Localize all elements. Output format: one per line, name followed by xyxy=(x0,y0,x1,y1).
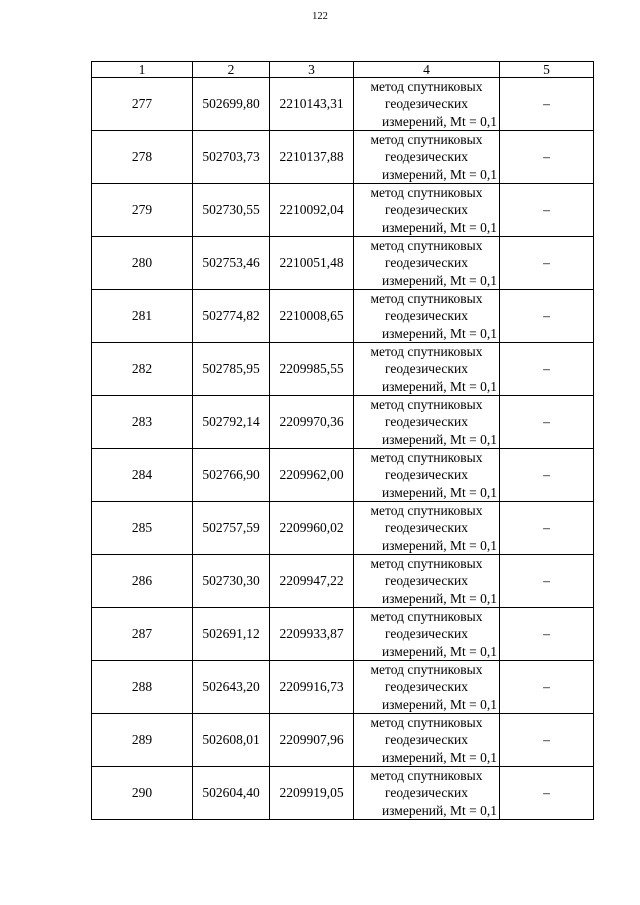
x-coordinate-cell: 502730,55 xyxy=(193,184,270,237)
y-coordinate-cell: 2209919,05 xyxy=(270,767,354,820)
method-cell xyxy=(354,343,500,396)
method-line: метод спутниковых xyxy=(370,450,483,466)
method-line: геодезических xyxy=(385,414,468,430)
x-coordinate-cell: 502643,20 xyxy=(193,661,270,714)
method-line: метод спутниковых xyxy=(370,344,483,360)
x-coordinate-cell: 502757,59 xyxy=(193,502,270,555)
y-coordinate-cell: 2210092,04 xyxy=(270,184,354,237)
header-col-1: 1 xyxy=(92,62,193,78)
method-line: измерений, Mt = 0,1 xyxy=(381,219,497,235)
method-line: измерений, Mt = 0,1 xyxy=(381,802,497,818)
method-cell xyxy=(354,767,500,820)
method-line: метод спутниковых xyxy=(370,556,483,572)
point-number-cell: 279 xyxy=(92,184,193,237)
column-5-cell: – xyxy=(500,78,594,131)
method-line: геодезических xyxy=(385,308,468,324)
method-line: измерений, Mt = 0,1 xyxy=(381,113,497,129)
column-5-cell: – xyxy=(500,767,594,820)
column-5-cell: – xyxy=(500,661,594,714)
method-cell xyxy=(354,714,500,767)
method-line: измерений, Mt = 0,1 xyxy=(381,537,497,553)
column-5-cell: – xyxy=(500,290,594,343)
table-row xyxy=(92,131,594,184)
x-coordinate-cell: 502774,82 xyxy=(193,290,270,343)
method-cell xyxy=(354,661,500,714)
x-coordinate-cell: 502604,40 xyxy=(193,767,270,820)
x-coordinate-cell: 502730,30 xyxy=(193,555,270,608)
method-line: измерений, Mt = 0,1 xyxy=(381,696,497,712)
method-line: геодезических xyxy=(385,202,468,218)
method-line: метод спутниковых xyxy=(370,768,483,784)
method-line: геодезических xyxy=(385,626,468,642)
y-coordinate-cell: 2209947,22 xyxy=(270,555,354,608)
y-coordinate-cell: 2209970,36 xyxy=(270,396,354,449)
method-line: измерений, Mt = 0,1 xyxy=(381,484,497,500)
method-cell xyxy=(354,396,500,449)
method-line: измерений, Mt = 0,1 xyxy=(381,325,497,341)
point-number-cell: 278 xyxy=(92,131,193,184)
y-coordinate-cell: 2210137,88 xyxy=(270,131,354,184)
point-number-cell: 277 xyxy=(92,78,193,131)
method-cell xyxy=(354,131,500,184)
point-number-cell: 282 xyxy=(92,343,193,396)
point-number-cell: 286 xyxy=(92,555,193,608)
method-line: геодезических xyxy=(385,361,468,377)
point-number-cell: 281 xyxy=(92,290,193,343)
method-line: геодезических xyxy=(385,149,468,165)
x-coordinate-cell: 502699,80 xyxy=(193,78,270,131)
method-line: геодезических xyxy=(385,96,468,112)
method-line: метод спутниковых xyxy=(370,132,483,148)
method-cell xyxy=(354,449,500,502)
method-line: измерений, Mt = 0,1 xyxy=(381,590,497,606)
table-row xyxy=(92,449,594,502)
method-line: метод спутниковых xyxy=(370,79,483,95)
point-number-cell: 283 xyxy=(92,396,193,449)
method-cell xyxy=(354,237,500,290)
y-coordinate-cell: 2210008,65 xyxy=(270,290,354,343)
header-col-5: 5 xyxy=(500,62,594,78)
point-number-cell: 284 xyxy=(92,449,193,502)
method-line: измерений, Mt = 0,1 xyxy=(381,166,497,182)
method-line: метод спутниковых xyxy=(370,715,483,731)
method-line: измерений, Mt = 0,1 xyxy=(381,431,497,447)
table-row xyxy=(92,343,594,396)
method-line: измерений, Mt = 0,1 xyxy=(381,749,497,765)
x-coordinate-cell: 502785,95 xyxy=(193,343,270,396)
y-coordinate-cell: 2209907,96 xyxy=(270,714,354,767)
column-5-cell: – xyxy=(500,131,594,184)
x-coordinate-cell: 502703,73 xyxy=(193,131,270,184)
method-line: геодезических xyxy=(385,467,468,483)
table-row xyxy=(92,396,594,449)
table-row xyxy=(92,767,594,820)
column-5-cell: – xyxy=(500,343,594,396)
column-5-cell: – xyxy=(500,237,594,290)
method-cell xyxy=(354,555,500,608)
table-body xyxy=(92,78,594,820)
table-row xyxy=(92,78,594,131)
table-row xyxy=(92,502,594,555)
column-5-cell: – xyxy=(500,714,594,767)
method-line: метод спутниковых xyxy=(370,291,483,307)
method-line: метод спутниковых xyxy=(370,185,483,201)
method-line: геодезических xyxy=(385,573,468,589)
method-line: метод спутниковых xyxy=(370,238,483,254)
table-row xyxy=(92,290,594,343)
y-coordinate-cell: 2209933,87 xyxy=(270,608,354,661)
method-line: метод спутниковых xyxy=(370,662,483,678)
table-row xyxy=(92,661,594,714)
header-col-4: 4 xyxy=(354,62,500,78)
method-line: измерений, Mt = 0,1 xyxy=(381,378,497,394)
method-cell xyxy=(354,608,500,661)
y-coordinate-cell: 2209985,55 xyxy=(270,343,354,396)
method-line: геодезических xyxy=(385,785,468,801)
method-cell xyxy=(354,290,500,343)
column-5-cell: – xyxy=(500,184,594,237)
x-coordinate-cell: 502753,46 xyxy=(193,237,270,290)
point-number-cell: 280 xyxy=(92,237,193,290)
point-number-cell: 288 xyxy=(92,661,193,714)
table-row xyxy=(92,184,594,237)
table-row xyxy=(92,608,594,661)
column-5-cell: – xyxy=(500,608,594,661)
table-row xyxy=(92,237,594,290)
column-5-cell: – xyxy=(500,396,594,449)
point-number-cell: 290 xyxy=(92,767,193,820)
y-coordinate-cell: 2210051,48 xyxy=(270,237,354,290)
coordinates-table xyxy=(91,61,594,820)
header-col-3: 3 xyxy=(270,62,354,78)
method-cell xyxy=(354,502,500,555)
table-row xyxy=(92,555,594,608)
method-line: метод спутниковых xyxy=(370,609,483,625)
method-line: геодезических xyxy=(385,255,468,271)
column-5-cell: – xyxy=(500,449,594,502)
y-coordinate-cell: 2209916,73 xyxy=(270,661,354,714)
x-coordinate-cell: 502766,90 xyxy=(193,449,270,502)
y-coordinate-cell: 2209962,00 xyxy=(270,449,354,502)
header-col-2: 2 xyxy=(193,62,270,78)
method-line: метод спутниковых xyxy=(370,397,483,413)
method-cell xyxy=(354,184,500,237)
point-number-cell: 285 xyxy=(92,502,193,555)
x-coordinate-cell: 502792,14 xyxy=(193,396,270,449)
method-line: геодезических xyxy=(385,520,468,536)
x-coordinate-cell: 502691,12 xyxy=(193,608,270,661)
method-line: измерений, Mt = 0,1 xyxy=(381,643,497,659)
method-line: геодезических xyxy=(385,679,468,695)
y-coordinate-cell: 2210143,31 xyxy=(270,78,354,131)
point-number-cell: 287 xyxy=(92,608,193,661)
column-5-cell: – xyxy=(500,502,594,555)
x-coordinate-cell: 502608,01 xyxy=(193,714,270,767)
column-5-cell: – xyxy=(500,555,594,608)
point-number-cell: 289 xyxy=(92,714,193,767)
method-line: измерений, Mt = 0,1 xyxy=(381,272,497,288)
method-line: метод спутниковых xyxy=(370,503,483,519)
method-cell xyxy=(354,78,500,131)
page-number: 122 xyxy=(312,11,328,22)
table-row xyxy=(92,714,594,767)
y-coordinate-cell: 2209960,02 xyxy=(270,502,354,555)
method-line: геодезических xyxy=(385,732,468,748)
header-row xyxy=(92,62,594,78)
